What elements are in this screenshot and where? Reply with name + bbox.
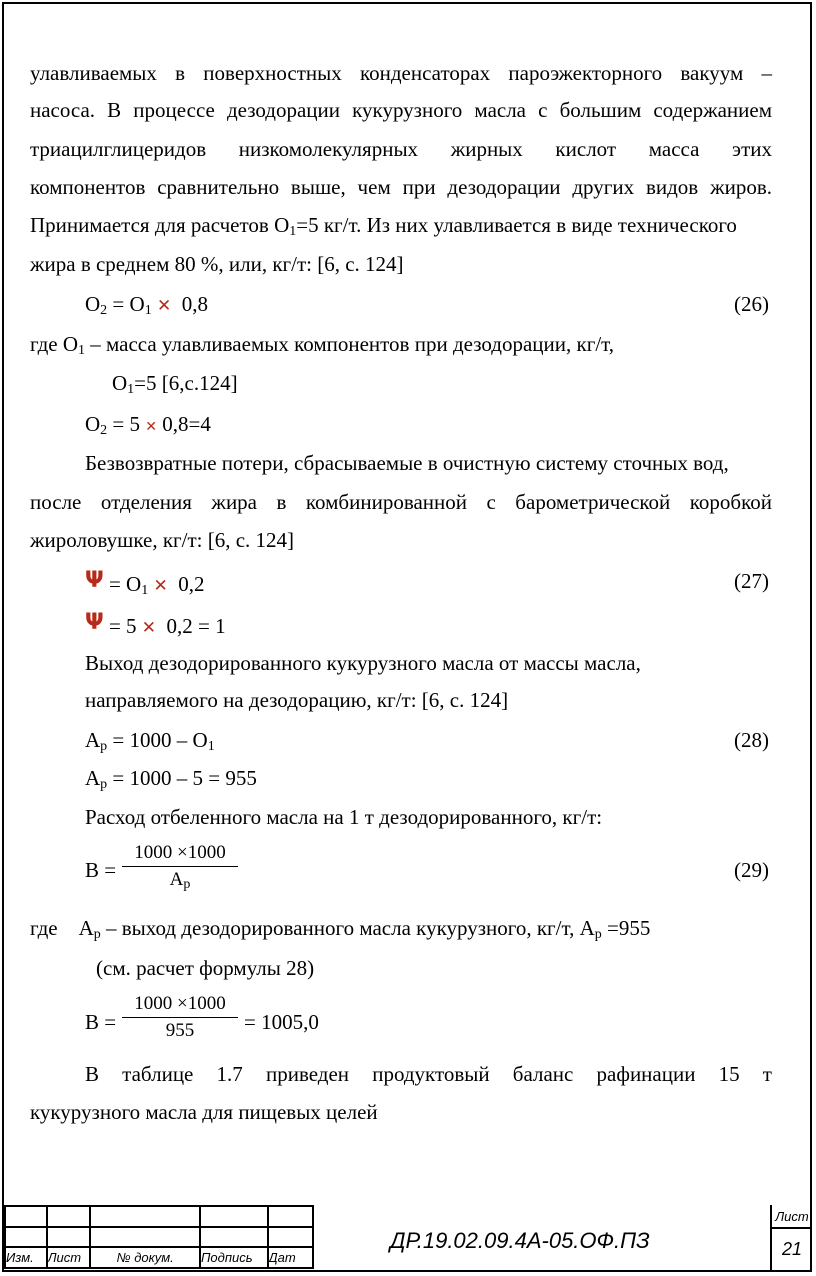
text-line: где $А_р$ – выход дезодорированного масла кукурузного, кг/т, $А_р =955$ xyxy=(30,916,651,942)
text-line: (см. расчет формулы 28) xyxy=(96,956,315,980)
text-line: где $О_1$ – масса улавливаемых компонентов при дезодорации, кг/т, xyxy=(30,332,614,358)
sheet-number: 21 xyxy=(781,1239,803,1259)
fraction-bar xyxy=(122,866,238,867)
equation-27: $\Psi = О_1$ ✕ 0,2 xyxy=(85,568,205,598)
text-line: Принимается для расчетов $О_1=5$ кг/т. Из них улавливается в виде технического xyxy=(30,213,737,239)
fraction-numerator: 1000 ×1000 xyxy=(134,842,226,863)
text-line: насоса. В процессе дезодорации кукурузного масла с большим содержанием xyxy=(30,98,772,122)
fraction-denominator: 955 xyxy=(165,1020,195,1041)
text-line: $О_1=5$ [6,с.124] xyxy=(112,371,238,397)
psi-icon: Ψ xyxy=(85,610,104,635)
fraction-denominator: $А_р$ xyxy=(169,869,191,892)
equation-26: $О_2 = О_1$ ✕ 0,8 xyxy=(85,292,208,318)
text-line: жира в среднем 80 %, или, кг/т: [6, с. 124] xyxy=(30,252,404,276)
col-date: Дат xyxy=(268,1247,313,1268)
equation-number: (28) xyxy=(734,728,769,752)
text-line: Безвозвратные потери, сбрасываемые в очистную систему сточных вод, xyxy=(85,451,729,475)
equation-28: $А_р = 1000 - О_1$ xyxy=(85,728,215,754)
multiply-icon: ✕ xyxy=(153,576,168,596)
psi-icon: Ψ xyxy=(85,568,104,593)
multiply-icon: ✕ xyxy=(156,296,172,316)
document-code: ДР.19.02.09.4А-05.ОФ.ПЗ xyxy=(390,1228,650,1253)
text-line: триацилглицеридов низкомолекулярных жирных кислот масса этих xyxy=(30,137,772,161)
sheet-box xyxy=(770,1205,812,1271)
equation-26-calc: $О_2 = 5$ ✕ 0,8=4 xyxy=(85,412,211,438)
fraction xyxy=(122,993,238,1042)
text-line: В таблице 1.7 приведен продуктовый баланс рафинации 15 т xyxy=(85,1062,772,1086)
equation-28-calc: $А_р = 1000 - 5 = 955$ xyxy=(85,766,257,792)
col-doc-number: № докум. xyxy=(90,1247,200,1268)
text-line: кукурузного масла для пищевых целей xyxy=(30,1100,378,1124)
col-list: Лист xyxy=(47,1247,91,1268)
col-izm: Изм. xyxy=(5,1247,47,1268)
text-line: Расход отбеленного масла на 1 т дезодорированного, кг/т: xyxy=(85,805,603,829)
equation-29-calc-lhs: В = xyxy=(85,1010,117,1034)
col-signature: Подпись xyxy=(200,1247,268,1268)
equation-29-lhs: В = xyxy=(85,858,117,882)
multiply-icon: ✕ xyxy=(145,419,157,435)
equation-number: (27) xyxy=(734,569,769,593)
equation-29-result: = 1005,0 xyxy=(244,1010,319,1034)
equation-number: (26) xyxy=(734,292,769,316)
text-line: компонентов сравнительно выше, чем при дезодорации других видов жиров. xyxy=(30,175,772,199)
equation-27-calc: Ψ = 5 ✕ 0,2 = 1 xyxy=(85,610,226,638)
fraction-numerator: 1000 ×1000 xyxy=(134,993,226,1014)
text-line: улавливаемых в поверхностных конденсаторах пароэжекторного вакуум – xyxy=(30,61,772,85)
title-block xyxy=(4,1205,810,1271)
text-line: Выход дезодорированного кукурузного масла от массы масла, xyxy=(85,651,641,675)
fraction xyxy=(122,842,238,891)
text-line: после отделения жира в комбинированной с барометрической коробкой xyxy=(30,490,772,514)
equation-number: (29) xyxy=(734,858,769,882)
text-line: жироловушке, кг/т: [6, с. 124] xyxy=(30,528,295,552)
fraction-bar xyxy=(122,1017,238,1018)
text-line: направляемого на дезодорацию, кг/т: [6, с. 124] xyxy=(85,688,509,712)
multiply-icon: ✕ xyxy=(141,618,157,638)
sheet-label: Лист xyxy=(772,1205,812,1229)
